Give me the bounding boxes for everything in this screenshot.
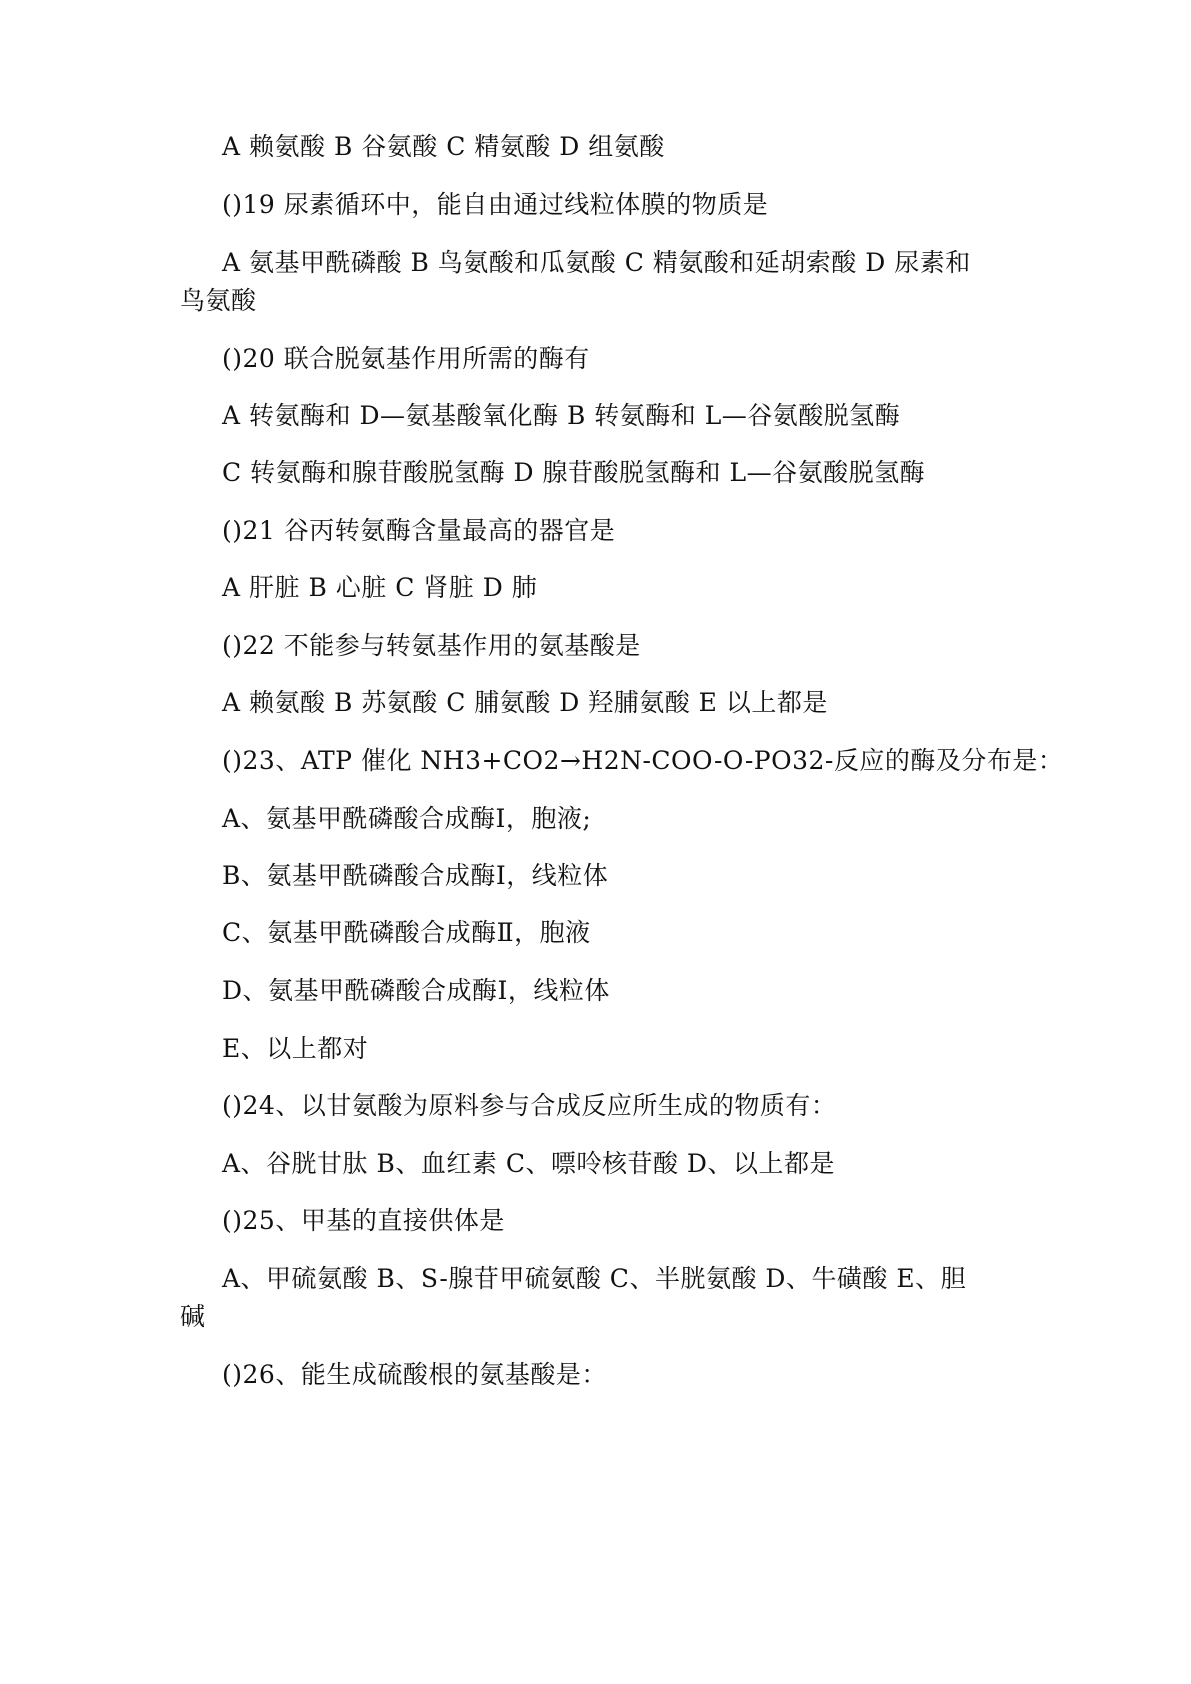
q20-options-line2: C 转氨酶和腺苷酸脱氢酶 D 腺苷酸脱氢酶和 L—谷氨酸脱氢酶 — [222, 458, 926, 487]
q23-question: ()23、ATP 催化 NH3+CO2→H2N-COO-O-PO32-反应的酶及分布是： — [222, 746, 1064, 775]
q25-options-continued: 碱 — [180, 1302, 206, 1331]
q19-options-continued: 鸟氨酸 — [180, 286, 257, 315]
q18-options: A 赖氨酸 B 谷氨酸 C 精氨酸 D 组氨酸 — [222, 132, 665, 161]
q19-options: A 氨基甲酰磷酸 B 鸟氨酸和瓜氨酸 C 精氨酸和延胡索酸 D 尿素和 — [222, 248, 971, 277]
q20-question: ()20 联合脱氨基作用所需的酶有 — [222, 344, 590, 373]
q21-question: ()21 谷丙转氨酶含量最高的器官是 — [222, 516, 616, 545]
q25-question: ()25、甲基的直接供体是 — [222, 1206, 505, 1235]
q22-options: A 赖氨酸 B 苏氨酸 C 脯氨酸 D 羟脯氨酸 E 以上都是 — [222, 688, 828, 717]
q23-option-a: A、氨基甲酰磷酸合成酶Ⅰ，胞液; — [222, 804, 592, 833]
q23-option-d: D、氨基甲酰磷酸合成酶Ⅰ，线粒体 — [222, 976, 610, 1005]
q24-options: A、谷胱甘肽 B、血红素 C、嘌呤核苷酸 D、以上都是 — [222, 1149, 835, 1178]
q23-option-c: C、氨基甲酰磷酸合成酶Ⅱ，胞液 — [222, 918, 591, 947]
q21-options: A 肝脏 B 心脏 C 肾脏 D 肺 — [222, 573, 538, 602]
q22-question: ()22 不能参与转氨基作用的氨基酸是 — [222, 631, 641, 660]
q19-question: ()19 尿素循环中，能自由通过线粒体膜的物质是 — [222, 190, 769, 219]
q23-option-e: E、以上都对 — [222, 1034, 369, 1063]
q24-question: ()24、以甘氨酸为原料参与合成反应所生成的物质有： — [222, 1091, 837, 1120]
q23-option-b: B、氨基甲酰磷酸合成酶Ⅰ，线粒体 — [222, 861, 609, 890]
q20-options-line1: A 转氨酶和 D—氨基酸氧化酶 B 转氨酶和 L—谷氨酸脱氢酶 — [222, 401, 901, 430]
q25-options: A、甲硫氨酸 B、S-腺苷甲硫氨酸 C、半胱氨酸 D、牛磺酸 E、胆 — [222, 1264, 967, 1293]
q26-question: ()26、能生成硫酸根的氨基酸是： — [222, 1360, 607, 1389]
